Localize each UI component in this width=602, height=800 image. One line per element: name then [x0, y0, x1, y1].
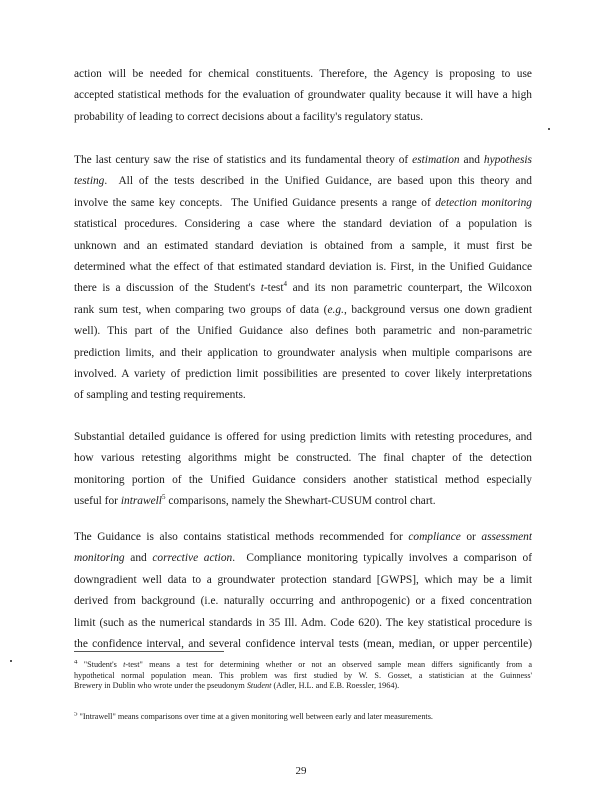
paragraph-2 — [74, 150, 532, 407]
scan-speck — [548, 128, 550, 130]
text-line: statistical procedures. Considering a case where the standard deviation of a population is — [74, 218, 532, 231]
text-line: probability of leading to correct decisions about a facility's regulatory status. — [74, 110, 424, 123]
text-line: of sampling and testing requirements. — [74, 389, 246, 402]
footnote-line — [74, 712, 532, 723]
footnote-line: Brewery in Dublin who wrote under the pseudonym Student (Adler, H.L. and E.B. Roessler, 1964). — [74, 681, 400, 691]
footnote-ref-5: 5 — [161, 493, 166, 502]
text-line: there is a discussion of the Student's t-test$^4$ and its non parametric counterpart, the Wilcoxon — [74, 280, 532, 295]
text-line: limit (such as the numerical standards in 35 Ill. Adm. Code 620). The key statistical procedure is — [74, 616, 532, 629]
paragraph-3 — [74, 427, 532, 513]
text-line: well). This part of the Unified Guidance also defines both parametric and non-parametric — [74, 325, 532, 338]
footnote-separator — [74, 651, 224, 652]
text-line: downgradient well data to a groundwater protection standard [GWPS], which may be a limit — [74, 573, 532, 586]
text-line: unknown and an estimated standard deviation is obtained from a sample, it must first be — [74, 239, 532, 252]
text-line: the confidence interval, and several confidence interval tests (mean, median, or upper percentile) — [74, 638, 532, 651]
scan-speck — [10, 660, 12, 662]
footnote-marker: 5 — [74, 712, 78, 718]
footnote-ref-4: 4 — [283, 280, 287, 289]
page-number: 29 — [295, 765, 307, 777]
paragraph-4 — [74, 527, 532, 655]
footnote-text: "Intrawell" means comparisons over time at a given monitoring well between early and later measurements. — [79, 712, 433, 721]
text-line: The Guidance is also contains statistical methods recommended for compliance or assessment — [74, 531, 532, 543]
text-line: testing. All of the tests described in the Unified Guidance, are based upon this theory and — [74, 175, 532, 188]
text-line: accepted statistical methods for the evaluation of groundwater quality because it will have a high — [74, 89, 532, 102]
footnote-marker: 4 — [74, 660, 78, 666]
text-line: The last century saw the rise of statistics and its fundamental theory of estimation and hypothesis — [74, 154, 532, 166]
paragraph-1 — [74, 64, 532, 128]
text-line: monitoring and corrective action. Compliance monitoring typically involves a comparison of — [74, 552, 532, 565]
text-line: determined what the effect of that estimated standard deviation is. First, in the Unified Guidance — [74, 261, 532, 274]
text-line: monitoring portion of the Unified Guidance considers another statistical method especially — [74, 473, 532, 486]
footnote-5 — [74, 712, 532, 723]
footnote-4 — [74, 660, 532, 692]
text-line: action will be needed for chemical constituents. Therefore, the Agency is proposing to use — [74, 68, 532, 80]
text-line: derived from background (i.e. naturally occurring and anthropogenic) or a fixed concentration — [74, 595, 532, 608]
text-line: useful for intrawell$^5$ comparisons, namely the Shewhart-CUSUM control chart. — [74, 493, 436, 508]
text-line: prediction limits, and their application to groundwater analysis when multiple comparisons are — [74, 346, 532, 359]
text-line: rank sum test, when comparing two groups of data (e.g., background versus one down gradient — [74, 303, 532, 316]
text-line: how various retesting algorithms might be constructed. The final chapter of the detection — [74, 452, 532, 465]
footnote-line: $^4$ "Student's t-test" means a test for determining whether or not an observed sample mean differs significantly from a — [74, 660, 532, 671]
text-line: Substantial detailed guidance is offered for using prediction limits with retesting procedures, and — [74, 431, 532, 443]
footnote-line: hypothetical normal population mean. This problem was first studied by W. S. Gosset, a statistician at the Guinness' — [74, 670, 532, 680]
text-line: involve the same key concepts. The Unified Guidance presents a range of detection monitoring — [74, 196, 532, 209]
text-line: involved. A variety of prediction limit possibilities are presented to cover likely interpretations — [74, 368, 532, 381]
